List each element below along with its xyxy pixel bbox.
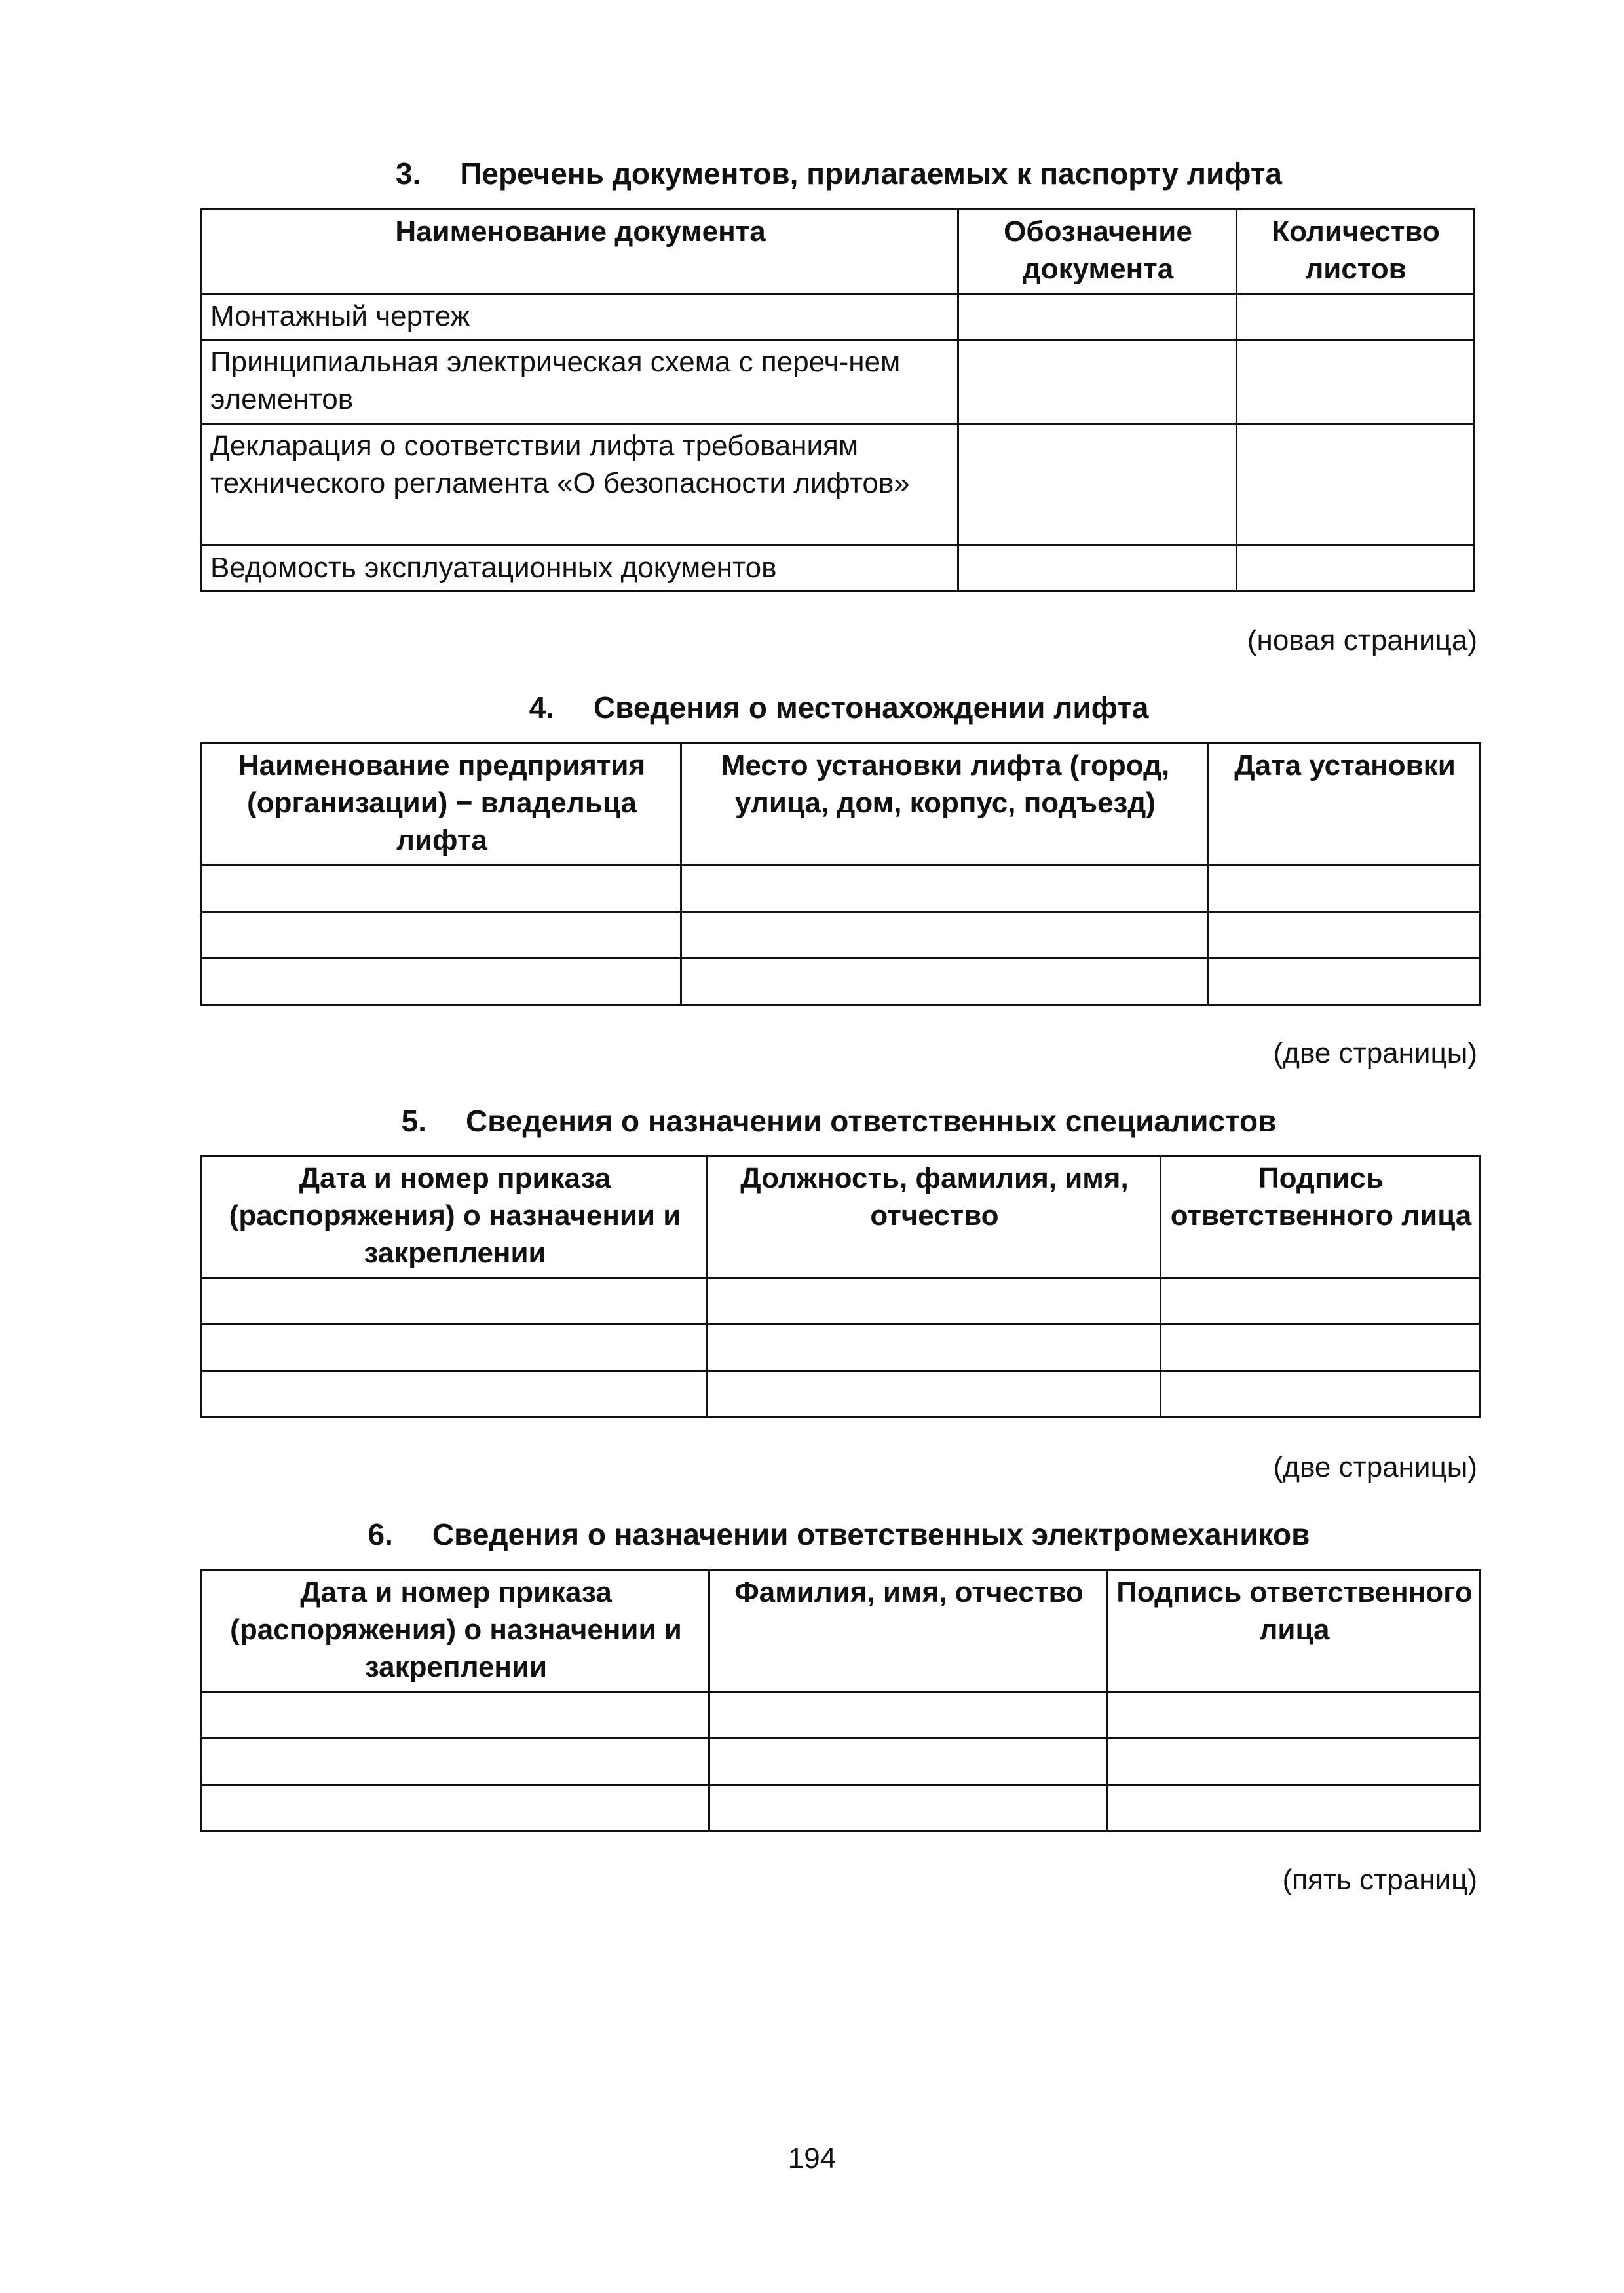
sheet-count-cell: [1237, 294, 1474, 340]
section-3-note: (новая страница): [1247, 624, 1477, 656]
name-cell: [708, 1325, 1161, 1371]
section-4-number: 4.: [529, 691, 554, 725]
signature-cell: [1161, 1371, 1481, 1418]
table-row: [202, 912, 1481, 958]
table-row: [202, 294, 1474, 340]
designation-cell: [958, 424, 1237, 546]
signature-cell: [1161, 1325, 1481, 1371]
location-cell: [681, 912, 1209, 958]
signature-cell: [1108, 1785, 1481, 1832]
header-install-location: Место установки лифта (город, улица, дом, корпус, подъезд): [681, 744, 1209, 865]
header-order-date-number: Дата и номер приказа (распоряжения) о назначении и закреплении: [202, 1156, 708, 1278]
header-full-name: Фамилия, имя, отчество: [709, 1570, 1108, 1692]
section-3-title: [200, 155, 1477, 192]
header-order-date-number: Дата и номер приказа (распоряжения) о назначении и закреплении: [202, 1570, 709, 1692]
owner-cell: [202, 865, 681, 912]
documents-table: [200, 208, 1475, 592]
table-header-row: [202, 210, 1474, 294]
table-row: [202, 1278, 1481, 1325]
section-4-note: (две страницы): [1273, 1037, 1477, 1069]
designation-cell: [958, 340, 1237, 424]
designation-cell: [958, 294, 1237, 340]
section-3-number: 3.: [395, 157, 421, 191]
table-row: [202, 1692, 1481, 1739]
date-cell: [1209, 912, 1481, 958]
order-cell: [202, 1692, 709, 1739]
table-row: [202, 865, 1481, 912]
designation-cell: [958, 546, 1237, 592]
signature-cell: [1108, 1739, 1481, 1785]
order-cell: [202, 1278, 708, 1325]
name-cell: [709, 1739, 1108, 1785]
section-4-heading: Сведения о местонахождении лифта: [593, 691, 1149, 725]
location-cell: [681, 958, 1209, 1005]
table-row: [202, 1739, 1481, 1785]
location-cell: [681, 865, 1209, 912]
location-table: [200, 742, 1481, 1006]
header-signature: Подпись ответственного лица: [1108, 1570, 1481, 1692]
owner-cell: [202, 958, 681, 1005]
table-row: [202, 1325, 1481, 1371]
header-install-date: Дата установки: [1209, 744, 1481, 865]
date-cell: [1209, 865, 1481, 912]
table-row: [202, 1371, 1481, 1418]
header-owner: Наименование предприятия (организации) − владельца лифта: [202, 744, 681, 865]
electromechanics-table: [200, 1569, 1481, 1832]
document-name-cell: Декларация о соответствии лифта требованиям технического регламента «О безопасности лифтов»: [202, 424, 958, 546]
table-header-row: [202, 1570, 1481, 1692]
order-cell: [202, 1785, 709, 1832]
document-name-cell: Ведомость эксплуатационных документов: [202, 546, 958, 592]
section-5-note: (две страницы): [1273, 1451, 1477, 1483]
section-5-title: [200, 1103, 1477, 1139]
table-header-row: [202, 1156, 1481, 1278]
order-cell: [202, 1371, 708, 1418]
section-6-heading: Сведения о назначении ответственных электромехаников: [432, 1517, 1310, 1551]
name-cell: [708, 1371, 1161, 1418]
section-6-title: [200, 1516, 1477, 1553]
header-document-name: Наименование документа: [202, 210, 958, 294]
table-row: [202, 546, 1474, 592]
table-row: [202, 340, 1474, 424]
specialists-table: [200, 1155, 1481, 1418]
document-name-cell: Монтажный чертеж: [202, 294, 958, 340]
signature-cell: [1108, 1692, 1481, 1739]
section-5-heading: Сведения о назначении ответственных специалистов: [466, 1104, 1277, 1138]
page-number: 194: [787, 2142, 837, 2174]
section-5-number: 5.: [401, 1104, 426, 1138]
name-cell: [708, 1278, 1161, 1325]
section-3-heading: Перечень документов, прилагаемых к паспорту лифта: [460, 157, 1283, 191]
order-cell: [202, 1325, 708, 1371]
section-6-number: 6.: [368, 1517, 393, 1551]
table-row: [202, 1785, 1481, 1832]
header-sheet-count: Количество листов: [1237, 210, 1474, 294]
signature-cell: [1161, 1278, 1481, 1325]
order-cell: [202, 1739, 709, 1785]
sheet-count-cell: [1237, 424, 1474, 546]
date-cell: [1209, 958, 1481, 1005]
name-cell: [709, 1692, 1108, 1739]
header-document-designation: Обозначение документа: [958, 210, 1237, 294]
sheet-count-cell: [1237, 340, 1474, 424]
sheet-count-cell: [1237, 546, 1474, 592]
table-row: [202, 424, 1474, 546]
header-position-name: Должность, фамилия, имя, отчество: [708, 1156, 1161, 1278]
table-header-row: [202, 744, 1481, 865]
document-name-cell: Принципиальная электрическая схема с переч-нем элементов: [202, 340, 958, 424]
owner-cell: [202, 912, 681, 958]
header-signature: Подпись ответственного лица: [1161, 1156, 1481, 1278]
table-row: [202, 958, 1481, 1005]
section-6-note: (пять страниц): [1282, 1864, 1477, 1896]
name-cell: [709, 1785, 1108, 1832]
section-4-title: [200, 689, 1477, 726]
